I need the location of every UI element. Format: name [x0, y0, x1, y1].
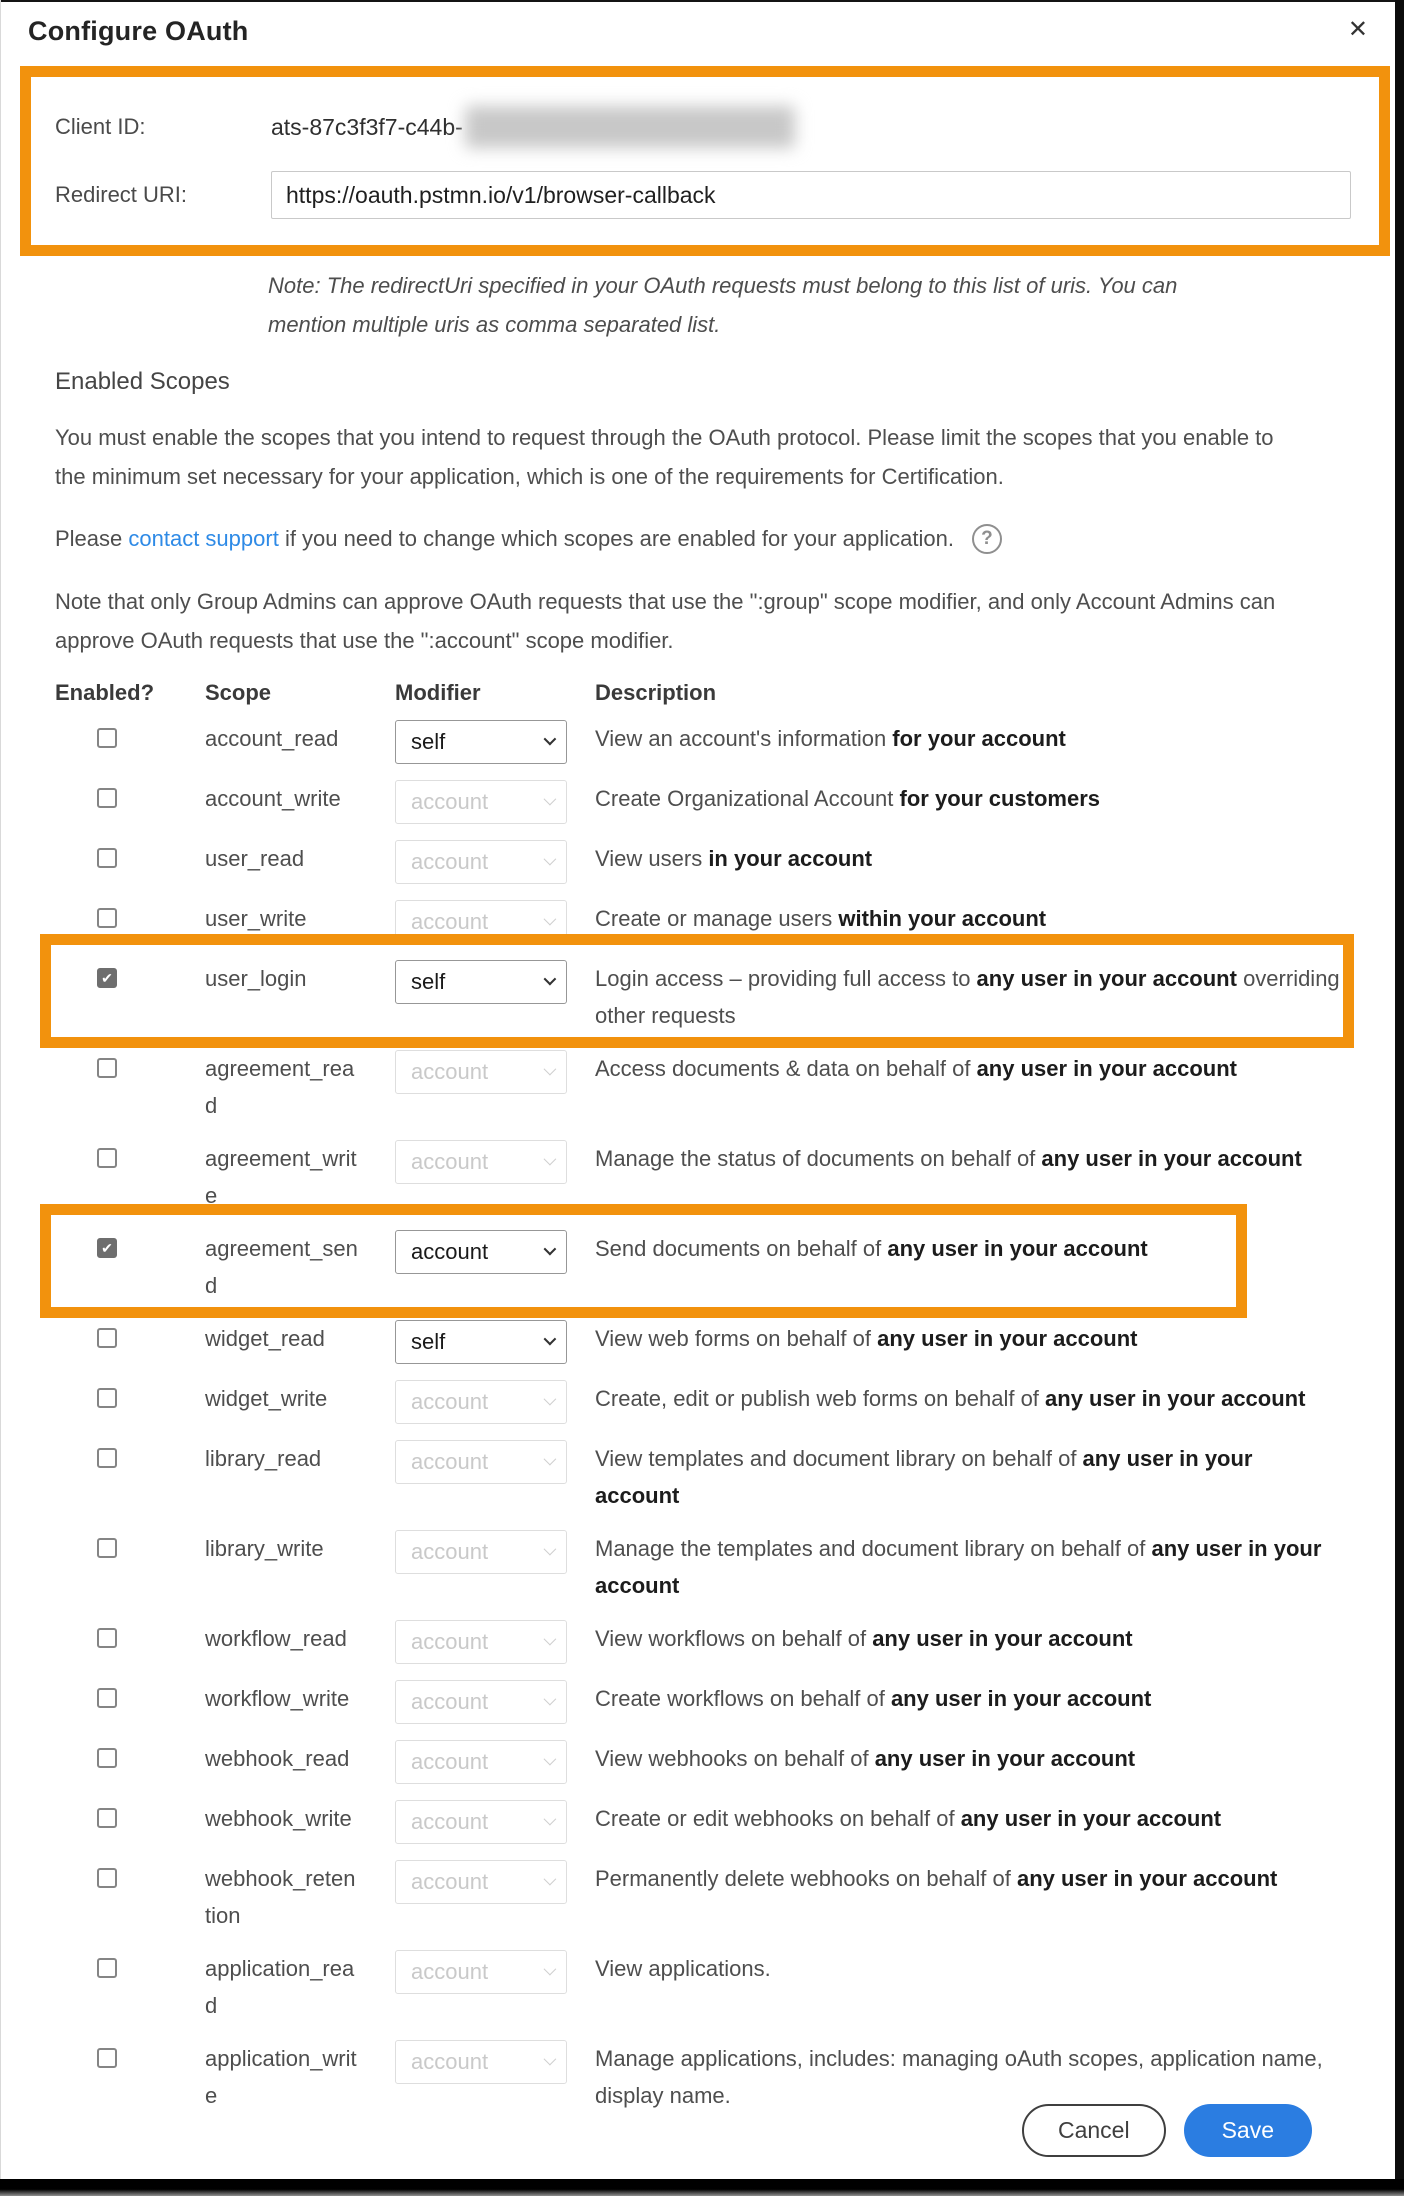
scope-description: View workflows on behalf of any user in your account [595, 1626, 1133, 1651]
modifier-selected-value: account [411, 849, 489, 874]
window-border-top [0, 0, 1404, 2]
scope-description: Manage applications, includes: managing oAuth scopes, application name, display name. [595, 2046, 1323, 2108]
scope-enabled-checkbox[interactable] [97, 1538, 117, 1558]
modifier-selected-value: account [411, 1869, 489, 1894]
scope-description: Create Organizational Account for your customers [595, 786, 1101, 811]
scope-name: account_read [205, 726, 339, 751]
modifier-selected-value: account [411, 1629, 489, 1654]
scope-enabled-checkbox[interactable] [97, 2048, 117, 2068]
scope-description: View an account's information for your account [595, 726, 1066, 751]
modifier-selected-value: account [411, 1149, 489, 1174]
modifier-select[interactable] [395, 1800, 567, 1844]
scope-name: user_read [205, 846, 305, 871]
chevron-down-icon [544, 1152, 557, 1165]
chevron-down-icon [544, 732, 557, 745]
scope-row [55, 1230, 1340, 1304]
scope-name: workflow_read [205, 1626, 347, 1651]
client-id-value: ats-87c3f3f7-c44b- [271, 113, 463, 140]
scope-description: Create or manage users within your account [595, 906, 1047, 931]
chevron-down-icon [544, 792, 557, 805]
scopes-table-header [55, 680, 1340, 706]
enabled-scopes-heading: Enabled Scopes [55, 368, 230, 395]
scope-name: user_login [205, 966, 307, 991]
cancel-button[interactable]: Cancel [1022, 2104, 1166, 2157]
modifier-select[interactable] [395, 1620, 567, 1664]
modifier-select[interactable] [395, 780, 567, 824]
scope-enabled-checkbox[interactable] [97, 1448, 117, 1468]
modifier-select[interactable] [395, 1530, 567, 1574]
scope-name: webhook_read [205, 1746, 350, 1771]
modifier-select[interactable] [395, 1230, 567, 1274]
scope-row [55, 840, 1340, 884]
modifier-selected-value: account [411, 1539, 489, 1564]
scope-name: agreement_send [205, 1236, 358, 1298]
redirect-uri-note: Note: The redirectUri specified in your OAuth requests must belong to this list of uris. You can mention multiple uris as comma separated list. [268, 273, 1178, 337]
modifier-select[interactable] [395, 1740, 567, 1784]
modifier-selected-value: account [411, 1389, 489, 1414]
modifier-select[interactable] [395, 960, 567, 1004]
chevron-down-icon [544, 1332, 557, 1345]
scopes-table [55, 680, 1340, 2114]
modifier-select[interactable] [395, 1860, 567, 1904]
scope-enabled-checkbox[interactable] [97, 1748, 117, 1768]
question-mark-glyph: ? [981, 528, 993, 549]
header-scope: Scope [205, 680, 272, 705]
scopes-table-body [55, 720, 1340, 2114]
scope-description: Create, edit or publish web forms on behalf of any user in your account [595, 1386, 1306, 1411]
modifier-select[interactable] [395, 1140, 567, 1184]
scope-row [55, 1140, 1340, 1214]
scope-description: View web forms on behalf of any user in your account [595, 1326, 1138, 1351]
scope-name: webhook_write [205, 1806, 352, 1831]
window-border-left [0, 0, 1, 2196]
modifier-selected-value: account [411, 1059, 489, 1084]
support-text-pre: Please [55, 526, 129, 551]
scope-row [55, 1800, 1340, 1844]
scope-description: Create or edit webhooks on behalf of any user in your account [595, 1806, 1222, 1831]
scope-description: View templates and document library on behalf of any user in your account [595, 1446, 1253, 1508]
modifier-select[interactable] [395, 1440, 567, 1484]
modifier-selected-value: account [411, 1239, 489, 1264]
scope-description: Send documents on behalf of any user in your account [595, 1236, 1148, 1261]
chevron-down-icon [544, 912, 557, 925]
scope-row [55, 1380, 1340, 1424]
chevron-down-icon [544, 1632, 557, 1645]
scope-enabled-checkbox[interactable] [97, 1058, 117, 1078]
scope-enabled-checkbox[interactable] [97, 1328, 117, 1348]
chevron-down-icon [544, 1692, 557, 1705]
scope-enabled-checkbox[interactable] [97, 1958, 117, 1978]
scope-description: Manage the templates and document library on behalf of any user in your account [595, 1536, 1322, 1598]
scope-row [55, 1680, 1340, 1724]
modifier-select[interactable] [395, 900, 567, 944]
page-title: Configure OAuth [28, 16, 249, 46]
modifier-select[interactable] [395, 1320, 567, 1364]
scope-enabled-checkbox[interactable] [97, 788, 117, 808]
modifier-selected-value: account [411, 789, 489, 814]
modifier-selected-value: account [411, 909, 489, 934]
admins-note: Note that only Group Admins can approve OAuth requests that use the ":group" scope modifier, and only Account Admins can approve OAuth requests that use the ":account" scope modifier. [55, 589, 1276, 653]
scope-enabled-checkbox[interactable] [97, 1388, 117, 1408]
scope-enabled-checkbox[interactable] [97, 968, 117, 988]
redirect-uri-label: Redirect URI: [55, 182, 188, 207]
chevron-down-icon [544, 1872, 557, 1885]
scope-row [55, 1530, 1340, 1604]
dialog-titlebar [0, 0, 1404, 47]
scope-name: application_write [205, 2046, 357, 2108]
client-id-label: Client ID: [55, 114, 146, 139]
client-id-row [55, 97, 1379, 157]
scope-name: library_read [205, 1446, 322, 1471]
scope-row [55, 2040, 1340, 2114]
modifier-select[interactable] [395, 840, 567, 884]
scope-row [55, 1620, 1340, 1664]
scope-name: library_write [205, 1536, 324, 1561]
modifier-selected-value: account [411, 1749, 489, 1774]
scope-description: View webhooks on behalf of any user in your account [595, 1746, 1136, 1771]
scope-enabled-checkbox[interactable] [97, 1238, 117, 1258]
scope-enabled-checkbox[interactable] [97, 1808, 117, 1828]
modifier-selected-value: account [411, 1809, 489, 1834]
window-border-right [1395, 0, 1404, 2196]
scope-row [55, 1050, 1340, 1124]
chevron-down-icon [544, 972, 557, 985]
support-text-post: if you need to change which scopes are enabled for your application. [278, 526, 954, 551]
chevron-down-icon [544, 1962, 557, 1975]
scope-enabled-checkbox[interactable] [97, 1148, 117, 1168]
scope-name: user_write [205, 906, 307, 931]
help-icon[interactable] [972, 524, 1002, 554]
scope-row [55, 960, 1340, 1034]
scope-name: webhook_retention [205, 1866, 356, 1928]
scope-enabled-checkbox[interactable] [97, 1868, 117, 1888]
chevron-down-icon [544, 1242, 557, 1255]
scope-row [55, 900, 1340, 944]
scope-name: account_write [205, 786, 341, 811]
modifier-selected-value: account [411, 2049, 489, 2074]
scope-row [55, 1440, 1340, 1514]
header-modifier: Modifier [395, 680, 481, 705]
scope-row [55, 1740, 1340, 1784]
client-id-redacted-blur [465, 106, 795, 148]
modifier-selected-value: self [411, 729, 446, 754]
chevron-down-icon [544, 1752, 557, 1765]
scope-description: View users in your account [595, 846, 873, 871]
scope-description: Permanently delete webhooks on behalf of any user in your account [595, 1866, 1278, 1891]
contact-support-line [55, 520, 1404, 558]
chevron-down-icon [544, 1062, 557, 1075]
modifier-select[interactable] [395, 1950, 567, 1994]
redirect-uri-input[interactable] [271, 171, 1351, 219]
modifier-select[interactable] [395, 720, 567, 764]
close-icon[interactable]: ✕ [1347, 16, 1368, 43]
save-button[interactable]: Save [1184, 2104, 1312, 2157]
modifier-selected-value: self [411, 969, 446, 994]
scope-description: Create workflows on behalf of any user in your account [595, 1686, 1152, 1711]
scope-row [55, 780, 1340, 824]
scope-name: agreement_read [205, 1056, 355, 1118]
redirect-uri-row [55, 171, 1379, 219]
scope-row [55, 1860, 1340, 1934]
scope-description: Login access – providing full access to any user in your account overriding other requests [595, 966, 1340, 1028]
oauth-fields-highlight-box [20, 66, 1390, 256]
modifier-selected-value: account [411, 1449, 489, 1474]
chevron-down-icon [544, 1452, 557, 1465]
header-description: Description [595, 680, 717, 705]
scopes-intro-text: You must enable the scopes that you intend to request through the OAuth protocol. Please limit the scopes that you enable to the minimum set necessary for your application, which is one of the requirements for Certification. [55, 425, 1274, 489]
chevron-down-icon [544, 852, 557, 865]
window-border-bottom [0, 2179, 1404, 2196]
modifier-select[interactable] [395, 1380, 567, 1424]
modifier-selected-value: self [411, 1329, 446, 1354]
scope-enabled-checkbox[interactable] [97, 728, 117, 748]
modifier-selected-value: account [411, 1689, 489, 1714]
modifier-select[interactable] [395, 1050, 567, 1094]
scope-name: application_read [205, 1956, 355, 2018]
scope-enabled-checkbox[interactable] [97, 1628, 117, 1648]
chevron-down-icon [544, 2052, 557, 2065]
dialog-footer [1022, 2104, 1312, 2157]
chevron-down-icon [544, 1812, 557, 1825]
modifier-select[interactable] [395, 1680, 567, 1724]
modifier-selected-value: account [411, 1959, 489, 1984]
scope-name: workflow_write [205, 1686, 350, 1711]
scope-enabled-checkbox[interactable] [97, 908, 117, 928]
scope-row [55, 1320, 1340, 1364]
modifier-select[interactable] [395, 2040, 567, 2084]
header-enabled: Enabled? [55, 680, 155, 705]
chevron-down-icon [544, 1542, 557, 1555]
scope-name: agreement_write [205, 1146, 357, 1208]
chevron-down-icon [544, 1392, 557, 1405]
scope-enabled-checkbox[interactable] [97, 848, 117, 868]
scope-row [55, 720, 1340, 764]
scope-enabled-checkbox[interactable] [97, 1688, 117, 1708]
scope-name: widget_write [205, 1386, 328, 1411]
scope-description: Manage the status of documents on behalf of any user in your account [595, 1146, 1302, 1171]
scope-description: Access documents & data on behalf of any user in your account [595, 1056, 1237, 1081]
contact-support-link[interactable]: contact support [128, 526, 279, 551]
scope-description: View applications. [595, 1956, 771, 1981]
scope-name: widget_read [205, 1326, 325, 1351]
scope-row [55, 1950, 1340, 2024]
